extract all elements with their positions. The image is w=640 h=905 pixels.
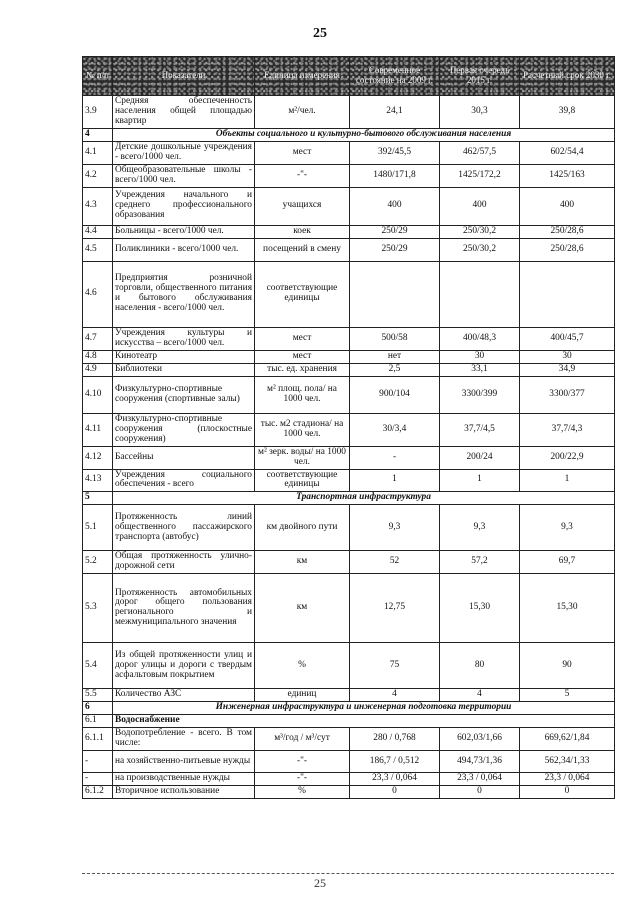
final-stage-cell: 400: [520, 187, 615, 225]
first-stage-cell: 400: [440, 187, 520, 225]
footer-rule: [82, 873, 614, 874]
row-number: 4: [83, 128, 113, 141]
row-number: 6.1.2: [83, 786, 113, 799]
first-stage-cell: 9,3: [440, 505, 520, 551]
table-row: [83, 238, 615, 261]
table-row: [83, 363, 615, 376]
indicator-cell: Библиотеки: [113, 363, 255, 376]
current-value-cell: 0: [350, 786, 440, 799]
table-row: [83, 643, 615, 689]
indicator-cell: Из общей протяженности улиц и дорог улицы и дороги с твердым асфальтовым покрытием: [113, 643, 255, 689]
indicator-cell: Общеобразовательные школы - всего/1000 чел.: [113, 164, 255, 187]
final-stage-cell: 69,7: [520, 551, 615, 574]
row-number: 4.3: [83, 187, 113, 225]
indicator-cell: Предприятия розничной торговли, общественного питания и бытового обслуживания населения - всего/1000 чел.: [113, 261, 255, 327]
indicator-cell: Физкультурно-спортивные сооружения (спортивные залы): [113, 376, 255, 413]
final-stage-cell: 250/28,6: [520, 225, 615, 238]
first-stage-cell: 200/24: [440, 446, 520, 469]
current-value-cell: [350, 261, 440, 327]
table-row: [83, 327, 615, 350]
current-value-cell: 400: [350, 187, 440, 225]
indicator-cell: Протяженность линий общественного пассажирского транспорта (автобус): [113, 505, 255, 551]
current-value-cell: 392/45,5: [350, 141, 440, 164]
unit-cell: м²/чел.: [255, 96, 350, 129]
table-row: [83, 574, 615, 643]
first-stage-cell: 602,03/1,66: [440, 728, 520, 751]
first-stage-cell: 37,7/4,5: [440, 413, 520, 446]
final-stage-cell: 15,30: [520, 574, 615, 643]
table-row: [83, 728, 615, 751]
current-value-cell: 250/29: [350, 225, 440, 238]
row-number: 4.9: [83, 363, 113, 376]
table-row: [83, 505, 615, 551]
first-stage-cell: 0: [440, 786, 520, 799]
current-value-cell: 30/3,4: [350, 413, 440, 446]
subsection-row: [83, 715, 615, 728]
final-stage-cell: 0: [520, 786, 615, 799]
row-number: 4.2: [83, 164, 113, 187]
first-stage-cell: 400/48,3: [440, 327, 520, 350]
first-stage-cell: 250/30,2: [440, 238, 520, 261]
current-value-cell: -: [350, 446, 440, 469]
header-indicator: Показатели: [113, 57, 255, 96]
row-number: -: [83, 773, 113, 786]
header-no: № п/п: [83, 57, 113, 96]
table-row: [83, 786, 615, 799]
current-value-cell: 4: [350, 689, 440, 702]
table-row: [83, 446, 615, 469]
first-stage-cell: 494,73/1,36: [440, 751, 520, 773]
unit-cell: м² площ. пола/ на 1000 чел.: [255, 376, 350, 413]
table-row: [83, 773, 615, 786]
table-row: [83, 751, 615, 773]
row-number: 5.3: [83, 574, 113, 643]
unit-cell: тыс. ед. хранения: [255, 363, 350, 376]
final-stage-cell: 5: [520, 689, 615, 702]
row-number: 4.7: [83, 327, 113, 350]
final-stage-cell: 30: [520, 350, 615, 363]
table-row: [83, 350, 615, 363]
first-stage-cell: 57,2: [440, 551, 520, 574]
row-number: 4.10: [83, 376, 113, 413]
first-stage-cell: 1: [440, 469, 520, 492]
unit-cell: учащихся: [255, 187, 350, 225]
table-row: [83, 469, 615, 492]
indicator-cell: Протяженность автомобильных дорог общего пользования регионального и межмуниципального значения: [113, 574, 255, 643]
first-stage-cell: 4: [440, 689, 520, 702]
final-stage-cell: 23,3 / 0,064: [520, 773, 615, 786]
final-stage-cell: 37,7/4,3: [520, 413, 615, 446]
row-number: 4.5: [83, 238, 113, 261]
final-stage-cell: 9,3: [520, 505, 615, 551]
section-row: [83, 492, 615, 505]
header-first: Первая очередь 2015 г.: [440, 57, 520, 96]
subsection-title: Водоснабжение: [113, 715, 615, 728]
row-number: 6.1.1: [83, 728, 113, 751]
unit-cell: мест: [255, 141, 350, 164]
current-value-cell: 1: [350, 469, 440, 492]
section-row: [83, 128, 615, 141]
final-stage-cell: 90: [520, 643, 615, 689]
table-body: [83, 96, 615, 799]
section-title: Транспортная инфраструктура: [113, 492, 615, 505]
indicators-table: [82, 56, 615, 799]
final-stage-cell: [520, 261, 615, 327]
table-row: [83, 376, 615, 413]
final-stage-cell: 562,34/1,33: [520, 751, 615, 773]
row-number: 4.13: [83, 469, 113, 492]
indicator-cell: Учреждения начального и среднего профессионального образования: [113, 187, 255, 225]
final-stage-cell: 1: [520, 469, 615, 492]
indicator-cell: Учреждения культуры и искусства – всего/1000 чел.: [113, 327, 255, 350]
table-row: [83, 141, 615, 164]
table-row: [83, 96, 615, 129]
page-number: 25: [313, 26, 327, 41]
row-number: 4.1: [83, 141, 113, 164]
row-number: 5.1: [83, 505, 113, 551]
final-stage-cell: 669,62/1,84: [520, 728, 615, 751]
indicator-cell: Количество АЗС: [113, 689, 255, 702]
unit-cell: мест: [255, 350, 350, 363]
current-value-cell: 9,3: [350, 505, 440, 551]
first-stage-cell: 3300/399: [440, 376, 520, 413]
indicator-cell: Бассейны: [113, 446, 255, 469]
unit-cell: посещений в смену: [255, 238, 350, 261]
unit-cell: коек: [255, 225, 350, 238]
current-value-cell: 500/58: [350, 327, 440, 350]
first-stage-cell: 30: [440, 350, 520, 363]
indicator-cell: Учреждения социального обеспечения - всего: [113, 469, 255, 492]
final-stage-cell: 34,9: [520, 363, 615, 376]
footer-page-number: 25: [314, 876, 326, 890]
first-stage-cell: 1425/172,2: [440, 164, 520, 187]
table-row: [83, 551, 615, 574]
row-number: 4.11: [83, 413, 113, 446]
current-value-cell: 75: [350, 643, 440, 689]
row-number: 5.2: [83, 551, 113, 574]
row-number: 5.4: [83, 643, 113, 689]
unit-cell: тыс. м2 стадиона/ на 1000 чел.: [255, 413, 350, 446]
unit-cell: км: [255, 574, 350, 643]
current-value-cell: 280 / 0,768: [350, 728, 440, 751]
header-unit: Единица измерения: [255, 57, 350, 96]
unit-cell: м² зерк. воды/ на 1000 чел.: [255, 446, 350, 469]
table-row: [83, 261, 615, 327]
table-row: [83, 689, 615, 702]
final-stage-cell: 400/45,7: [520, 327, 615, 350]
indicator-cell: на хозяйственно-питьевые нужды: [113, 751, 255, 773]
indicator-cell: на производственные нужды: [113, 773, 255, 786]
section-title: Инженерная инфраструктура и инженерная подготовка территории: [113, 702, 615, 715]
current-value-cell: 186,7 / 0,512: [350, 751, 440, 773]
current-value-cell: 24,1: [350, 96, 440, 129]
indicator-cell: Общая протяженность улично-дорожной сети: [113, 551, 255, 574]
current-value-cell: 250/29: [350, 238, 440, 261]
row-number: 4.6: [83, 261, 113, 327]
row-number: 5: [83, 492, 113, 505]
indicator-cell: Поликлиники - всего/1000 чел.: [113, 238, 255, 261]
unit-cell: единиц: [255, 689, 350, 702]
unit-cell: соответствующие единицы: [255, 261, 350, 327]
final-stage-cell: 1425/163: [520, 164, 615, 187]
indicator-cell: Водопотребление - всего. В том числе:: [113, 728, 255, 751]
row-number: 5.5: [83, 689, 113, 702]
indicator-cell: Кинотеатр: [113, 350, 255, 363]
table-row: [83, 164, 615, 187]
current-value-cell: 52: [350, 551, 440, 574]
indicator-cell: Средняя обеспеченность населения общей площадью квартир: [113, 96, 255, 129]
header-current: Современное состояние на 2009 г.: [350, 57, 440, 96]
unit-cell: км: [255, 551, 350, 574]
final-stage-cell: 3300/377: [520, 376, 615, 413]
first-stage-cell: 33,1: [440, 363, 520, 376]
final-stage-cell: 250/28,6: [520, 238, 615, 261]
table-row: [83, 187, 615, 225]
first-stage-cell: 15,30: [440, 574, 520, 643]
current-value-cell: 900/104: [350, 376, 440, 413]
row-number: 3.9: [83, 96, 113, 129]
row-number: 4.8: [83, 350, 113, 363]
first-stage-cell: 80: [440, 643, 520, 689]
first-stage-cell: 30,3: [440, 96, 520, 129]
indicator-cell: Вторичное использование: [113, 786, 255, 799]
unit-cell: -"-: [255, 164, 350, 187]
unit-cell: км двойного пути: [255, 505, 350, 551]
unit-cell: -"-: [255, 751, 350, 773]
row-number: 4.12: [83, 446, 113, 469]
unit-cell: м³/год / м³/сут: [255, 728, 350, 751]
row-number: 6: [83, 702, 113, 715]
unit-cell: %: [255, 786, 350, 799]
row-number: 4.4: [83, 225, 113, 238]
row-number: 6.1: [83, 715, 113, 728]
indicator-cell: Физкультурно-спортивные сооружения (плоскостные сооружения): [113, 413, 255, 446]
current-value-cell: 1480/171,8: [350, 164, 440, 187]
current-value-cell: нет: [350, 350, 440, 363]
unit-cell: мест: [255, 327, 350, 350]
table-header-row: [83, 57, 615, 96]
final-stage-cell: 39,8: [520, 96, 615, 129]
first-stage-cell: 23,3 / 0,064: [440, 773, 520, 786]
unit-cell: -"-: [255, 773, 350, 786]
unit-cell: %: [255, 643, 350, 689]
current-value-cell: 2,5: [350, 363, 440, 376]
header-final: Расчетный срок 2030 г.: [520, 57, 615, 96]
first-stage-cell: 250/30,2: [440, 225, 520, 238]
indicator-cell: Детские дошкольные учреждения - всего/1000 чел.: [113, 141, 255, 164]
final-stage-cell: 200/22,9: [520, 446, 615, 469]
table-row: [83, 225, 615, 238]
section-row: [83, 702, 615, 715]
final-stage-cell: 602/54,4: [520, 141, 615, 164]
first-stage-cell: [440, 261, 520, 327]
unit-cell: соответствующие единицы: [255, 469, 350, 492]
indicator-cell: Больницы - всего/1000 чел.: [113, 225, 255, 238]
current-value-cell: 12,75: [350, 574, 440, 643]
first-stage-cell: 462/57,5: [440, 141, 520, 164]
current-value-cell: 23,3 / 0,064: [350, 773, 440, 786]
row-number: -: [83, 751, 113, 773]
section-title: Объекты социального и культурно-бытового обслуживания населения: [113, 128, 615, 141]
table-row: [83, 413, 615, 446]
